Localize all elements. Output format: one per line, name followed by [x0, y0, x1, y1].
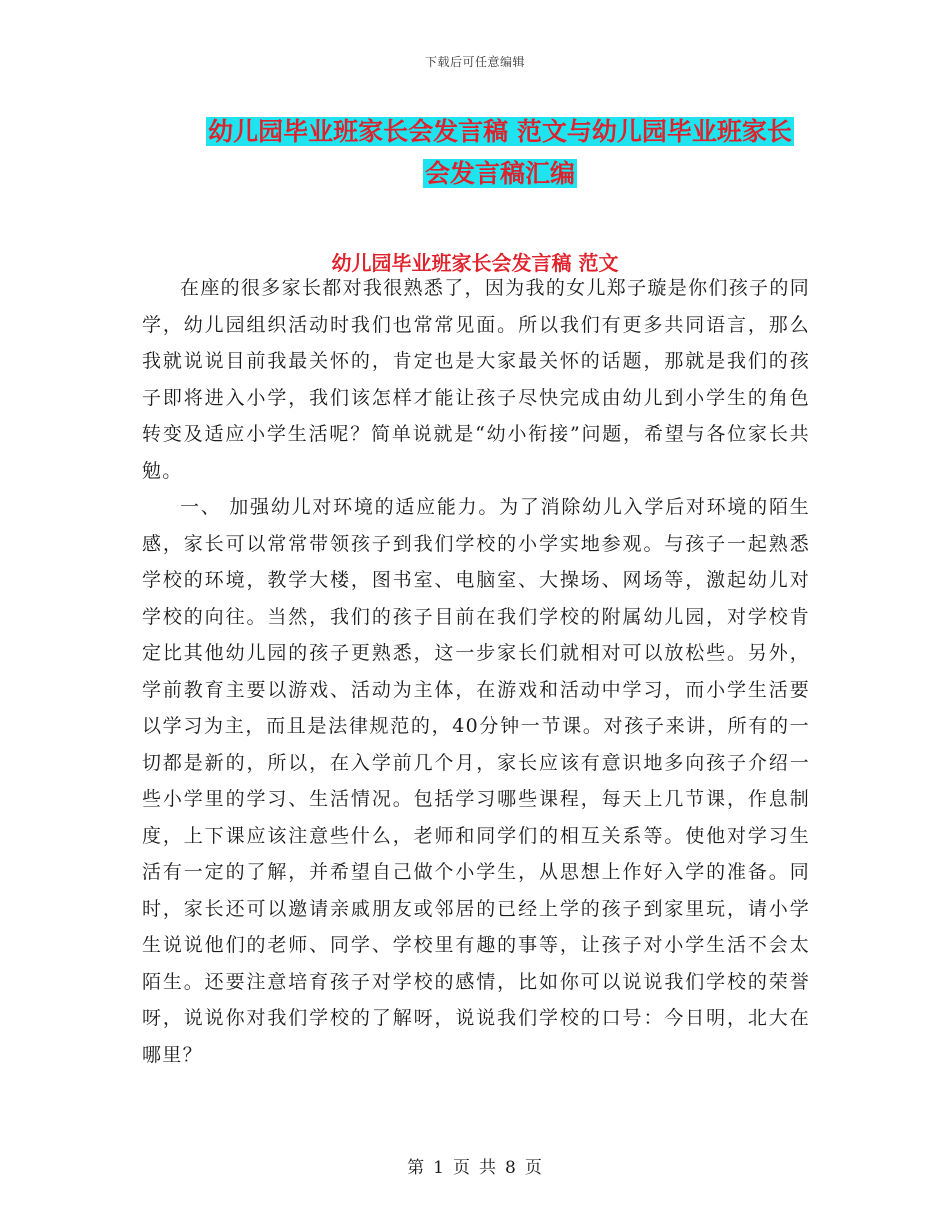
document-title-line-1: 幼儿园毕业班家长会发言稿 范文与幼儿园毕业班家长 [208, 117, 792, 146]
document-title-line-2: 会发言稿汇编 [424, 159, 575, 188]
footer-page-word: 页 [453, 1158, 471, 1178]
footer-total-word: 共 [479, 1158, 497, 1178]
footer-page-number: 1 [433, 1158, 445, 1178]
paragraph-intro: 在座的很多家长都对我很熟悉了，因为我的女儿郑子璇是你们孩子的同学，幼儿园组织活动时我们也常常见面。所以我们有更多共同语言，那么我就说说目前我最关怀的，肯定也是大家最关怀的话题，那就是我们的孩子即将进入小学，我们该怎样才能让孩子尽快完成由幼儿到小学生的角色转变及适应小学生活呢？简单说就是“幼小衔接”问题，希望与各位家长共勉。 [142, 277, 810, 482]
page-footer [0, 1153, 950, 1178]
footer-suffix: 页 [524, 1158, 543, 1178]
body-text [142, 270, 810, 1073]
footer-total-pages: 8 [505, 1158, 517, 1178]
footer-prefix: 第 [407, 1158, 426, 1178]
section-title: 幼儿园毕业班家长会发言稿 范文 [331, 251, 619, 275]
paragraph-point-one: 一、 加强幼儿对环境的适应能力。为了消除幼儿入学后对环境的陌生感，家长可以常常带领孩子到我们学校的小学实地参观。与孩子一起熟悉学校的环境，教学大楼，图书室、电脑室、大操场、网场等，激起幼儿对学校的向往。当然，我们的孩子目前在我们学校的附属幼儿园，对学校肯定比其他幼儿园的孩子更熟悉，这一步家长们就相对可以放松些。另外，学前教育主要以游戏、活动为主体，在游戏和活动中学习，而小学生活要以学习为主，而且是法律规范的，40分钟一节课。对孩子来讲，所有的一切都是新的，所以，在入学前几个月，家长应该有意识地多向孩子介绍一些小学里的学习、生活情况。包括学习哪些课程，每天上几节课，作息制度，上下课应该注意些什么，老师和同学们的相互关系等。使他对学习生活有一定的了解，并希望自己做个小学生，从思想上作好入学的准备。同时，家长还可以邀请亲戚朋友或邻居的已经上学的孩子到家里玩，请小学生说说他们的老师、同学、学校里有趣的事等，让孩子对小学生活不会太陌生。还要注意培育孩子对学校的感情，比如你可以说说我们学校的荣誉呀，说说你对我们学校的了解呀，说说我们学校的口号：今日明，北大在哪里？ [142, 496, 810, 1066]
document-title [140, 111, 860, 195]
header-note: 下载后可任意编辑 [424, 55, 525, 69]
